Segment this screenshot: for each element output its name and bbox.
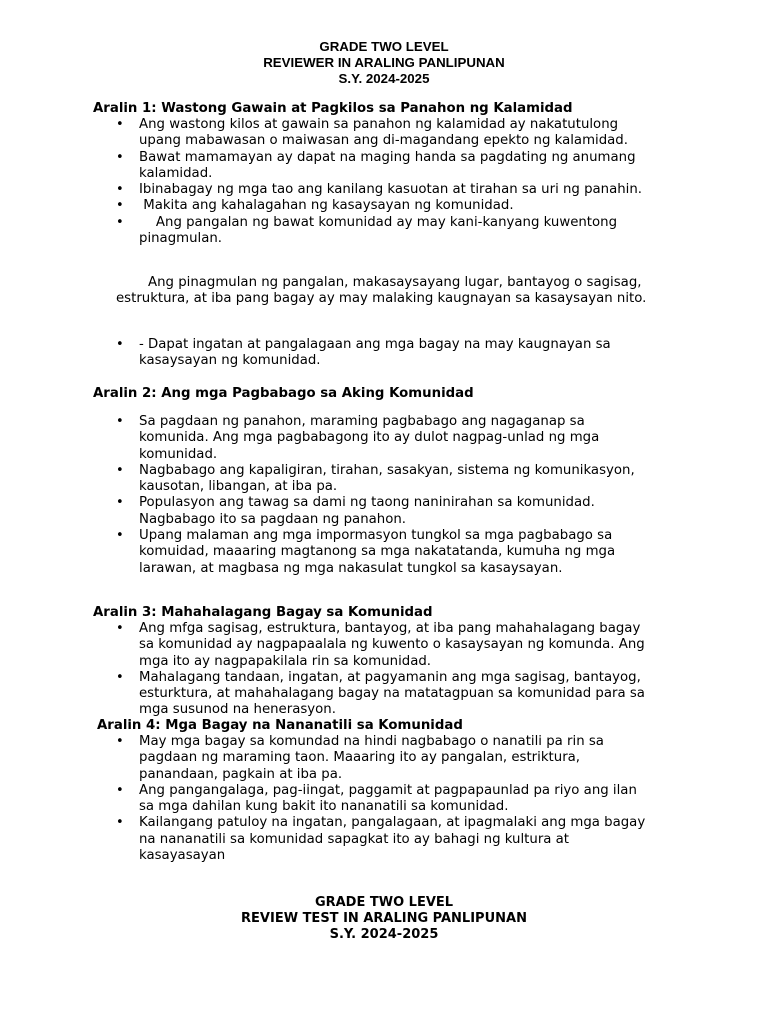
lesson4-bullet-list [93,734,653,864]
list-item: • Ang mfga sagisag, estruktura, bantayog, at iba pang mahahalagang bagay sa komunidad ay nagpapaalala ng kuwento o kasaysayan ng komunda. Ang mga ito ay nagpapakilala rin sa komunidad. [93,621,653,670]
header-grade-level: GRADE TWO LEVEL [319,39,449,54]
header-title: REVIEWER IN ARALING PANLIPUNAN [263,55,505,70]
list-item: • Mahalagang tandaan, ingatan, at pagyamanin ang mga sagisag, bantayog, esturktura, at mahahalagang bagay na matatagpuan sa komunidad para sa mga susunod na henerasyon. [93,670,653,719]
header-school-year: S.Y. 2024-2025 [338,71,430,86]
list-item: • Ang pangalan ng bawat komunidad ay may kani-kanyang kuwentong pinagmulan. [93,215,653,248]
list-item: • Makita ang kahalagahan ng kasaysayan ng komunidad. [93,198,653,214]
lesson1-bullet-list [93,117,653,247]
lesson4-title: Aralin 4: Mga Bagay na Nananatili sa Komunidad [97,718,463,733]
list-item: • Bawat mamamayan ay dapat na maging handa sa pagdating ng anumang kalamidad. [93,150,653,183]
list-item: • Upang malaman ang mga impormasyon tungkol sa mga pagbabago sa komuidad, maaaring magtanong sa mga nakatatanda, kumuha ng mga larawan, at magbasa ng mga nakasulat tungkol sa kasaysayan. [93,528,653,577]
footer-title: REVIEW TEST IN ARALING PANLIPUNAN [241,911,527,926]
lesson1-paragraph: Ang pinagmulan ng pangalan, makasaysayang lugar, bantayog o sagisag, estruktura, at iba pang bagay ay may malaking kaugnayan sa kasaysayan nito. [116,275,647,307]
list-item: • Ang pangangalaga, pag-iingat, paggamit at pagpapaunlad pa riyo ang ilan sa mga dahilan kung bakit ito nananatili sa komunidad. [93,783,653,816]
list-item: • Ibinabagay ng mga tao ang kanilang kasuotan at tirahan sa uri ng panahin. [93,182,653,198]
footer-school-year: S.Y. 2024-2025 [329,927,439,942]
list-item: • Populasyon ang tawag sa dami ng taong naninirahan sa komunidad. Nagbabago ito sa pagdaan ng panahon. [93,495,653,528]
lesson3-title: Aralin 3: Mahahalagang Bagay sa Komunidad [93,605,433,620]
lesson2-bullet-list [93,414,653,577]
list-item: • May mga bagay sa komundad na hindi nagbabago o nanatili pa rin sa pagdaan ng maraming taon. Maaaring ito ay pangalan, estriktura, panandaan, pagkain at iba pa. [93,734,653,783]
lesson2-title: Aralin 2: Ang mga Pagbabago sa Aking Komunidad [93,386,474,401]
lesson1-title: Aralin 1: Wastong Gawain at Pagkilos sa Panahon ng Kalamidad [93,101,573,116]
footer-grade-level: GRADE TWO LEVEL [314,895,454,910]
lesson3-bullet-list [93,621,653,719]
lesson1-extra-list [93,337,653,370]
list-item: • Nagbabago ang kapaligiran, tirahan, sasakyan, sistema ng komunikasyon, kausotan, libangan, at iba pa. [93,463,653,496]
list-item: • - Dapat ingatan at pangalagaan ang mga bagay na may kaugnayan sa kasaysayan ng komunidad. [93,337,653,370]
list-item: • Ang wastong kilos at gawain sa panahon ng kalamidad ay nakatutulong upang mabawasan o maiwasan ang di-magandang epekto ng kalamidad. [93,117,653,150]
list-item: • Kailangang patuloy na ingatan, pangalagaan, at ipagmalaki ang mga bagay na nananatili sa komunidad sapagkat ito ay bahagi ng kultura at kasayasayan [93,815,653,864]
list-item: • Sa pagdaan ng panahon, maraming pagbabago ang nagaganap sa komunida. Ang mga pagbabagong ito ay dulot nagpag-unlad ng mga komunidad. [93,414,653,463]
